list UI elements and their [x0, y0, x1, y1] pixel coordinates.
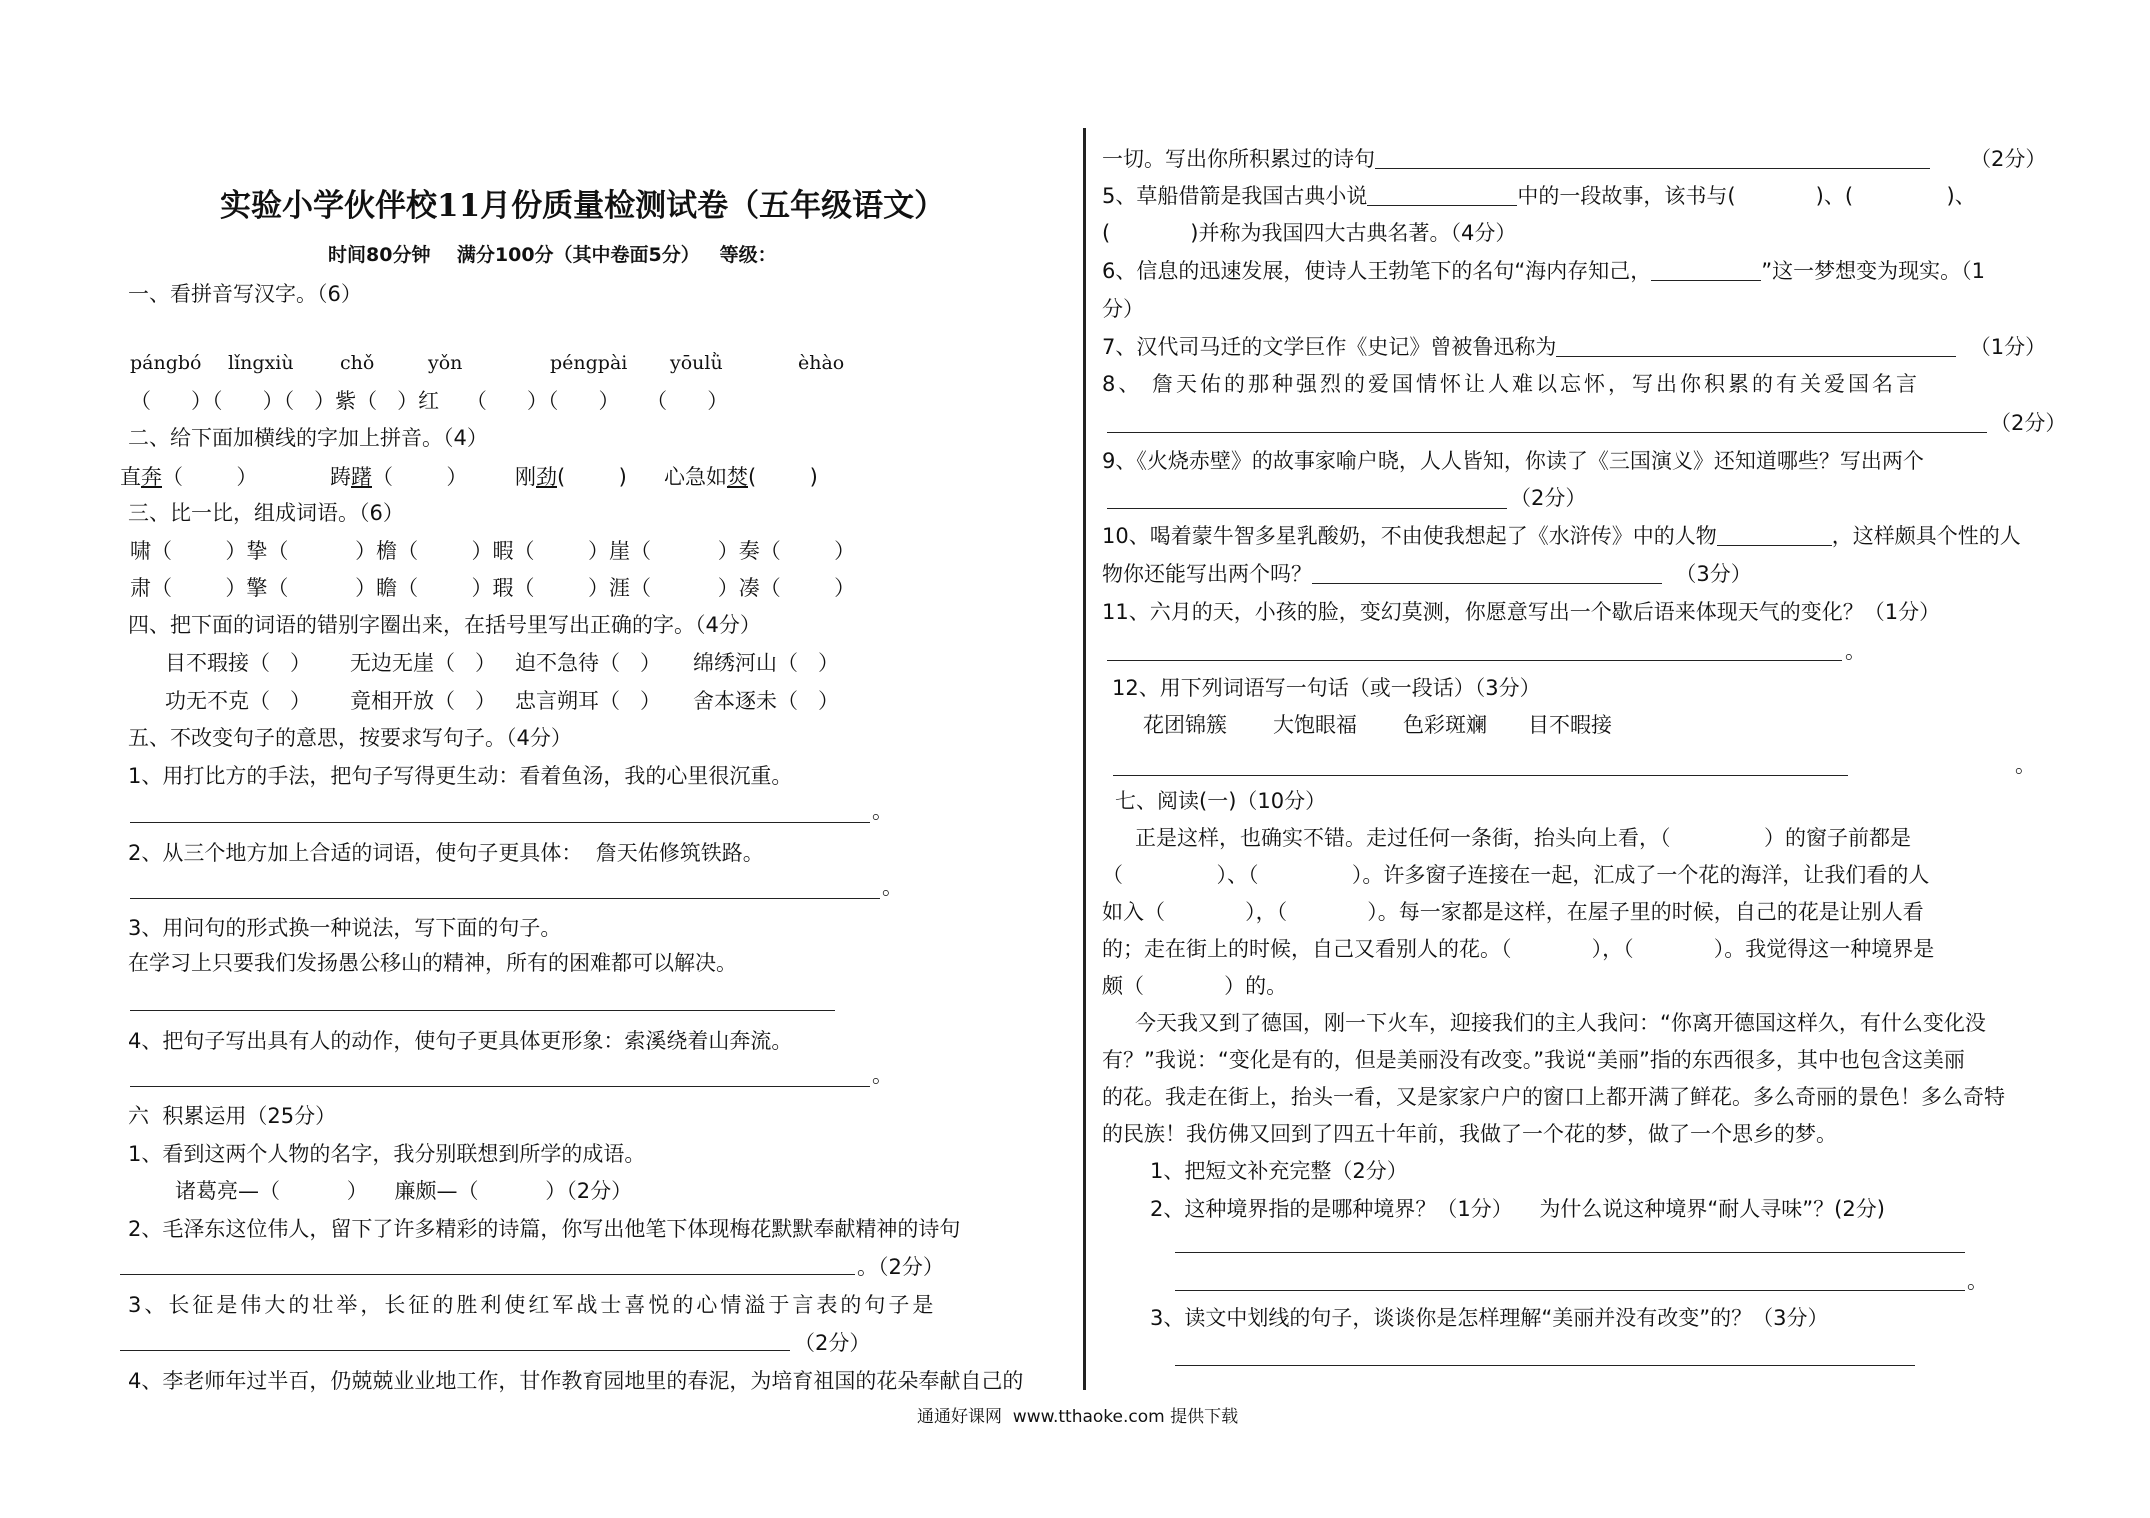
q9-score: （2分）: [1510, 486, 1587, 510]
pinyin-6: yōulǜ: [670, 352, 723, 374]
s2-item-4: 心急如焚( ): [664, 465, 818, 489]
s6-q1: 1、看到这两个人物的名字，我分别联想到所学的成语。: [128, 1142, 646, 1166]
answer-line[interactable]: [130, 1086, 870, 1087]
s4-word: 绵绣河山（ ）: [693, 651, 840, 675]
period: 。: [882, 875, 903, 899]
reading-q1: 1、把短文补充完整（2分）: [1150, 1159, 1408, 1183]
pinyin-answer-row: （ ）（ ）（ ）紫（ ）红 （ ）（ ） （ ）: [130, 389, 729, 413]
q12-word: 花团锦簇: [1143, 713, 1227, 737]
section-2-heading: 二、给下面加横线的字加上拼音。（4）: [128, 426, 488, 450]
q12: 12、用下列词语写一句话（或一段话）（3分）: [1112, 676, 1541, 700]
passage-line: 如入（ ），（ ）。每一家都是这样，在屋子里的时候，自己的花是让别人看: [1102, 900, 1924, 924]
period: 。: [1845, 639, 1866, 663]
s5-q2: 2、从三个地方加上合适的词语，使句子更具体： 詹天佑修筑铁路。: [128, 841, 764, 865]
q10-cont: 物你还能写出两个吗？ （3分）: [1102, 562, 1752, 586]
column-divider: [1083, 128, 1086, 1390]
s4-word: 无边无崖（ ）: [350, 651, 497, 675]
q8-score: （2分）: [1990, 411, 2067, 435]
s5-q3: 3、用问句的形式换一种说法，写下面的句子。: [128, 916, 562, 940]
s3-row-2: 肃（ ）擎（ ）瞻（ ）瑕（ ）涯（ ）凑（ ）: [130, 576, 856, 600]
answer-line[interactable]: [1107, 508, 1507, 509]
s2-item-3: 刚劲( ): [515, 465, 627, 489]
exam-info: 时间80分钟 满分100分（其中卷面5分） 等级：: [328, 244, 777, 266]
s4-word: 忠言朔耳（ ）: [515, 689, 662, 713]
s4-word: 功无不克（ ）: [165, 689, 312, 713]
s4-word: 迫不急待（ ）: [515, 651, 662, 675]
section-3-heading: 三、比一比，组成词语。（6）: [128, 501, 404, 525]
pinyin-3: chǒ: [340, 352, 375, 374]
s6-q3: 3、长征是伟大的壮举，长征的胜利使红军战士喜悦的心情溢于言表的句子是: [128, 1293, 937, 1317]
period: 。: [872, 1063, 893, 1087]
passage-line: （ ）、（ ）。许多窗子连接在一起，汇成了一个花的海洋，让我们看的人: [1102, 863, 1930, 887]
answer-line[interactable]: [1107, 660, 1842, 661]
period: 。: [1967, 1269, 1988, 1293]
section-5-heading: 五、不改变句子的意思，按要求写句子。（4分）: [128, 726, 572, 750]
answer-line[interactable]: [1175, 1290, 1965, 1291]
s4-word: 竟相开放（ ）: [350, 689, 497, 713]
pinyin-5: péngpài: [550, 352, 628, 374]
answer-line[interactable]: [1175, 1252, 1965, 1253]
s5-q1: 1、用打比方的手法，把句子写得更生动：看着鱼汤，我的心里很沉重。: [128, 764, 793, 788]
q6-cont: 分）: [1102, 297, 1144, 321]
section-1-heading: 一、看拼音写汉字。（6）: [128, 282, 362, 306]
passage-line: 的民族！我仿佛又回到了四五十年前，我做了一个花的梦，做了一个思乡的梦。: [1102, 1122, 1837, 1146]
s5-q3-sentence: 在学习上只要我们发扬愚公移山的精神，所有的困难都可以解决。: [128, 951, 737, 975]
s6-q2: 2、毛泽东这位伟人，留下了许多精彩的诗篇，你写出他笔下体现梅花默默奉献精神的诗句: [128, 1217, 961, 1241]
page-title: 实验小学伙伴校11月份质量检测试卷（五年级语文）: [220, 188, 946, 224]
period: 。: [872, 799, 893, 823]
q7: 7、汉代司马迁的文学巨作《史记》曾被鲁迅称为 （1分）: [1102, 335, 2047, 359]
passage-line: 正是这样，也确实不错。走过任何一条街，抬头向上看，（ ）的窗子前都是: [1135, 826, 1911, 850]
q12-word: 大饱眼福: [1273, 713, 1357, 737]
r-line-1: 一切。写出你所积累过的诗句 （2分）: [1102, 147, 2047, 171]
s4-word: 舍本逐未（ ）: [693, 689, 840, 713]
passage-line: 颇（ ）的。: [1102, 974, 1288, 998]
footer-credit: 通通好课网 www.tthaoke.com 提供下载: [917, 1407, 1239, 1427]
answer-line[interactable]: [1107, 432, 1987, 433]
q12-word: 色彩斑斓: [1403, 713, 1487, 737]
s6-q2-score: 。（2分）: [857, 1255, 944, 1279]
answer-line[interactable]: [120, 1274, 855, 1275]
passage-line: 有？”我说：“变化是有的，但是美丽没有改变。”我说“美丽”指的东西很多，其中也包含这美丽: [1102, 1048, 1965, 1072]
q9: 9、《火烧赤壁》的故事家喻户晓，人人皆知，你读了《三国演义》还知道哪些？写出两个: [1102, 449, 1924, 473]
q12-word: 目不暇接: [1528, 713, 1612, 737]
pinyin-2: lǐngxiù: [228, 352, 294, 374]
answer-line[interactable]: [120, 1350, 790, 1351]
section-6-heading: 六 积累运用（25分）: [128, 1104, 337, 1128]
s6-q4: 4、李老师年过半百，仍兢兢业业地工作，甘作教育园地里的春泥，为培育祖国的花朵奉献自己的: [128, 1369, 1024, 1393]
q5-cont: ( )并称为我国四大古典名著。（4分）: [1102, 221, 1517, 245]
answer-line[interactable]: [1113, 775, 1848, 776]
s6-q3-score: （2分）: [794, 1331, 871, 1355]
s3-row-1: 啸（ ）挚（ ）檐（ ）暇（ ）崖（ ）奏（ ）: [130, 539, 856, 563]
pinyin-7: èhào: [798, 352, 845, 374]
answer-line[interactable]: [130, 1010, 835, 1011]
answer-line[interactable]: [130, 822, 870, 823]
passage-line: 的花。我走在街上，抬头一看，又是家家户户的窗口上都开满了鲜花。多么奇丽的景色！多么奇特: [1102, 1085, 2005, 1109]
passage-line: 今天我又到了德国，刚一下火车，迎接我们的主人我问：“你离开德国这样久，有什么变化没: [1135, 1011, 1986, 1035]
answer-line[interactable]: [130, 898, 880, 899]
reading-q2: 2、这种境界指的是哪种境界？（1分） 为什么说这种境界“耐人寻味”？(2分): [1150, 1197, 1885, 1221]
section-7-heading: 七、阅读(一)（10分）: [1115, 789, 1327, 813]
pinyin-1: pángbó: [130, 352, 202, 374]
pinyin-4: yǒn: [428, 352, 463, 374]
q6: 6、信息的迅速发展，使诗人王勃笔下的名句“海内存知己， ”这一梦想变为现实。（1: [1102, 259, 1985, 283]
q5: 5、草船借箭是我国古典小说 中的一段故事，该书与( )、( )、: [1102, 184, 1976, 208]
s5-q4: 4、把句子写出具有人的动作，使句子更具体更形象：索溪绕着山奔流。: [128, 1029, 793, 1053]
s2-item-2: 踌躇（ ）: [330, 465, 468, 489]
s6-q1-answers: 诸葛亮—（ ） 廉颇—（ ）（2分）: [175, 1179, 633, 1203]
q8: 8、 詹天佑的那种强烈的爱国情怀让人难以忘怀，写出你积累的有关爱国名言: [1102, 372, 1921, 396]
reading-q3: 3、读文中划线的句子，谈谈你是怎样理解“美丽并没有改变”的？（3分）: [1150, 1306, 1829, 1330]
q10: 10、喝着蒙牛智多星乳酸奶，不由使我想起了《水浒传》中的人物 ，这样颇具个性的人: [1102, 524, 2021, 548]
passage-line: 的；走在街上的时候，自己又看别人的花。（ ），（ ）。我觉得这一种境界是: [1102, 937, 1935, 961]
s4-word: 目不瑕接（ ）: [165, 651, 312, 675]
section-4-heading: 四、把下面的词语的错别字圈出来，在括号里写出正确的字。（4分）: [128, 613, 761, 637]
q11: 11、六月的天，小孩的脸，变幻莫测，你愿意写出一个歇后语来体现天气的变化？（1分）: [1102, 600, 1941, 624]
s2-item-1: 直奔（ ）: [120, 465, 258, 489]
answer-line[interactable]: [1175, 1365, 1915, 1366]
period: 。: [2015, 753, 2036, 777]
